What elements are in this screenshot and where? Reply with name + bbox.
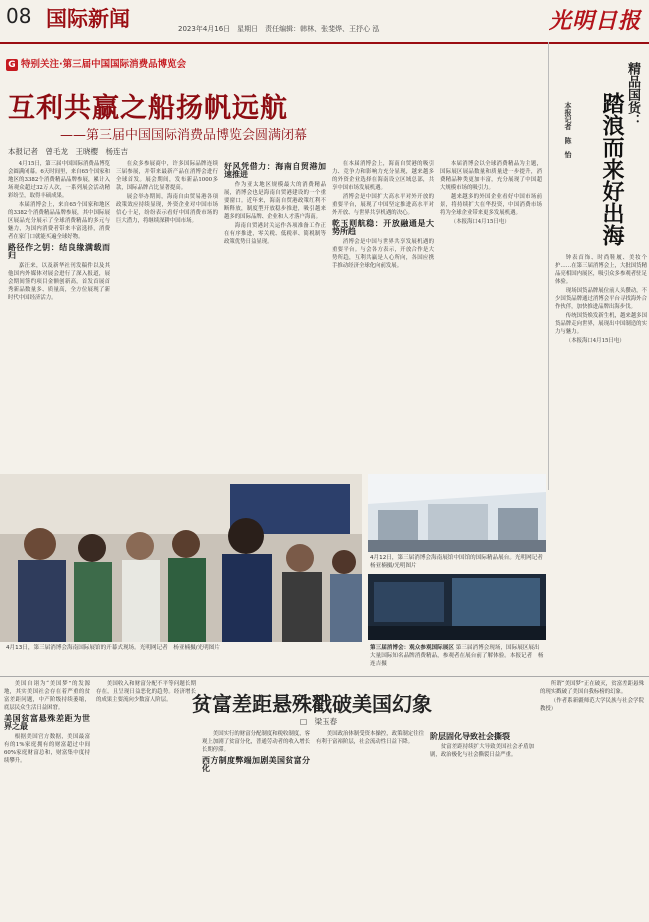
lead-paragraph: 作为亚太地区规模最大的消费精品展，消博会也是海南自贸港建设的一个重要窗口。近年来，海南自贸港政策红利不断释放，制度型开放稳步推进，吸引越来越多的国际品牌、企业和人才落户海南。 [224, 182, 326, 220]
tagline-badge-icon: G [6, 59, 18, 71]
bottom-column-4 [316, 730, 424, 918]
bottom-column-5 [430, 730, 534, 918]
lead-headline: 互利共赢之船扬帆远航 [8, 93, 288, 124]
commentary-body [555, 254, 647, 484]
photo-international-booth [368, 574, 546, 640]
lead-subheading: 路径作之钥：结良缘满载而归 [8, 243, 110, 260]
section-divider [0, 676, 649, 677]
bottom-byline: □ 梁玉春 [300, 717, 338, 726]
bottom-column-6 [540, 680, 644, 918]
bottom-paragraph: 根据美国官方数据，美国最富有的1%家庭拥有的财富超过中间60%家庭财富总和，财富集中度持续攀升。 [4, 734, 90, 764]
photo-booth-illustration [368, 574, 546, 640]
commentary-byline: 本报记者 陈 怡 [564, 102, 573, 158]
commentary-title: 踏浪而来好出海 [599, 92, 625, 246]
photo-hall-display [368, 474, 546, 552]
photo-hall-illustration [368, 474, 546, 552]
lead-paragraph: 在本届消博会上，海南自贸港的吸引力、竞争力和影响力充分显现，越来越多的外资企业选择在海南设立区域总部，共享中国市场发展机遇。 [332, 161, 434, 191]
lead-paragraph: 本届消博会上，来自65个国家和地区的3382个消费精品品牌参展，其中国际展区展品充分展示了全球消费精品的多元与魅力，为国内消费者带来丰富选择，消费者在家门口就能买遍全球好物。 [8, 202, 110, 240]
commentary-paragraph: 钟表首饰、时尚鞋履、美妆个护……在第三届消博会上，大批国货精品亮相国内展区，吸引众多参观者驻足体验。 [555, 255, 647, 285]
dateline: 2023年4月16日 星期日 责任编辑：韩林、张斐烨、王抒心 泓 [178, 25, 380, 33]
lead-paragraph: 4月15日，第三届中国国际消费品博览会圆满闭幕。6天时间里，来自65个国家和地区的3382个消费精品品牌参展，累计入场观众超过32万人次，一系列展会活动精彩纷呈，取得丰硕成果。 [8, 161, 110, 199]
tagline-text: 特别关注·第三届中国国际消费品博览会 [21, 59, 187, 70]
masthead [0, 0, 649, 44]
bottom-paragraph: 美国实行的财富分配制度和税收制度，客观上加剧了贫富分化，普通劳动者的收入增长长期停滞。 [202, 731, 310, 753]
lead-dateline-end: （本报海口4月15日电） [450, 219, 510, 225]
lead-column-4 [332, 160, 434, 470]
lead-byline: 本报记者 曾毛龙 王晓樱 杨连吉 [8, 147, 128, 156]
lead-column-5 [440, 160, 542, 470]
page-number: 08 [6, 4, 32, 28]
lead-paragraph: 消博会是中国与世界共享发展机遇的重要平台。与会各方表示，开放合作是大势所趋，互利共赢是人心所向，各国应携手推动经济全球化向前发展。 [332, 239, 434, 269]
lead-paragraph: 海南自贸港封关运作各项准备工作正在有序推进，零关税、低税率、简税制等政策优势日益显现。 [224, 223, 326, 245]
bottom-headline: 贫富差距悬殊戳破美国幻象 [192, 692, 432, 716]
photo3-caption-text: 第三届消博会现场，国际展区展出大量国际知名品牌消费精品，参观者在展台前了解体验。本报记者 杨连吉摄 [370, 645, 544, 667]
commentary-column-title: 精品国货： [625, 62, 640, 127]
commentary-box [548, 42, 649, 490]
commentary-paragraph: 现场国货品牌展位前人头攒动，不少国货品牌通过消博会平台寻找海外合作伙伴，加快推进品牌出海步伐。 [555, 288, 647, 310]
bottom-subheading: 美国贫富悬殊差距为世界之最 [4, 714, 90, 731]
lead-subheading: 好风凭借力：海南自贸港加速推进 [224, 162, 326, 179]
photo-crowd-illustration [0, 474, 362, 642]
newspaper-logo: 光明日报 [548, 8, 641, 34]
lead-column-1 [8, 160, 110, 470]
bottom-paragraph: 美国政治体制受资本操控，政策制定往往有利于富裕阶层，社会流动性日益下降。 [316, 731, 424, 745]
bottom-column-3 [202, 730, 310, 918]
bottom-paragraph: 美国收入和财富分配不平等问题长期存在，且呈现日益恶化的趋势。经济增长的成果主要流向少数富人阶层。 [96, 681, 196, 703]
photo-consumer-expo-crowd [0, 474, 362, 642]
section-title: 国际新闻 [46, 7, 130, 31]
lead-subheadline: ——第三届中国国际消费品博览会圆满闭幕 [60, 128, 308, 143]
lead-column-2 [116, 160, 218, 470]
bottom-column-2 [96, 680, 196, 918]
photo3-label: 第三届消博会：观众参观国际展区 [370, 645, 454, 651]
lead-paragraph: 展会举办期间，海南自由贸易港各项政策效应持续显现，外资企业对中国市场信心十足，纷纷表示看好中国消费市场的巨大潜力，将继续深耕中国市场。 [116, 194, 218, 224]
bottom-paragraph: 美国自诩为“美国梦”的发源地，其实美国社会存在着严重的贫富差距问题，中产阶级持续萎缩，底层民众生活日益困窘。 [4, 681, 90, 711]
lead-paragraph: 越来越多的外国企业看好中国市场前景，将持续扩大在华投资，中国消费市场将为全球企业带来更多发展机遇。 [440, 194, 542, 216]
lead-paragraph: 消博会是中国扩大高水平对外开放的重要平台，展现了中国坚定推进高水平对外开放、与世界共享机遇的决心。 [332, 194, 434, 216]
bottom-paragraph: 贫富差距持续扩大导致美国社会矛盾加剧，政治极化与社会撕裂日益严重。 [430, 744, 534, 758]
bottom-subheading: 阶层固化导致社会撕裂 [430, 732, 510, 741]
photo2-caption: 4月12日，第三届消博会海南展馆中国馆的国际精品展台。光明网记者 杨亚楠摄/光明图片 [370, 555, 549, 569]
bottom-author-note: （作者系新疆师范大学民族与社会学院教授） [540, 698, 644, 712]
commentary-paragraph: 传统国货焕发新生机，越来越多国货品牌走向世界，展现出中国制造的实力与魅力。 [555, 313, 647, 335]
commentary-dateline-end: （本报海口4月15日电） [565, 338, 625, 344]
lead-subheading: 乾玉则航稳：开放融通是大势所趋 [332, 219, 434, 236]
lead-paragraph: 嘉汪来，以及新华社刊发稿件以及其他国内外媒体对展会进行了深入报道，展会期间签约项目金额创新高，首发首展首秀新品数量多、质量高，全方位展现了新时代中国经济活力。 [8, 263, 110, 301]
bottom-column-1 [4, 680, 90, 918]
bottom-subheading: 西方制度弊端加剧美国贫富分化 [202, 756, 310, 773]
photo3-caption [370, 644, 544, 668]
photo1-caption: 4月13日，第三届消博会海南国际展馆的开幕式现场。光明网记者 杨亚楠摄/光明图片 [6, 645, 220, 651]
feature-tagline [6, 56, 186, 71]
lead-column-3 [224, 160, 326, 470]
lead-paragraph: 本届消博会以全球消费精品为主题，国际展区展品数量和质量进一步提升，消费精品种类更加丰富，充分展现了中国超大规模市场的吸引力。 [440, 161, 542, 191]
bottom-paragraph: 所谓“美国梦”正在破灭，贫富差距悬殊的现实戳破了美国自我标榜的幻象。 [540, 681, 644, 695]
lead-paragraph: 在众多参展商中，许多国际品牌连续三届参展，并带来最新产品在消博会进行全球首发。展会期间，发布新品1000多款，国际品牌占比显著提高。 [116, 161, 218, 191]
